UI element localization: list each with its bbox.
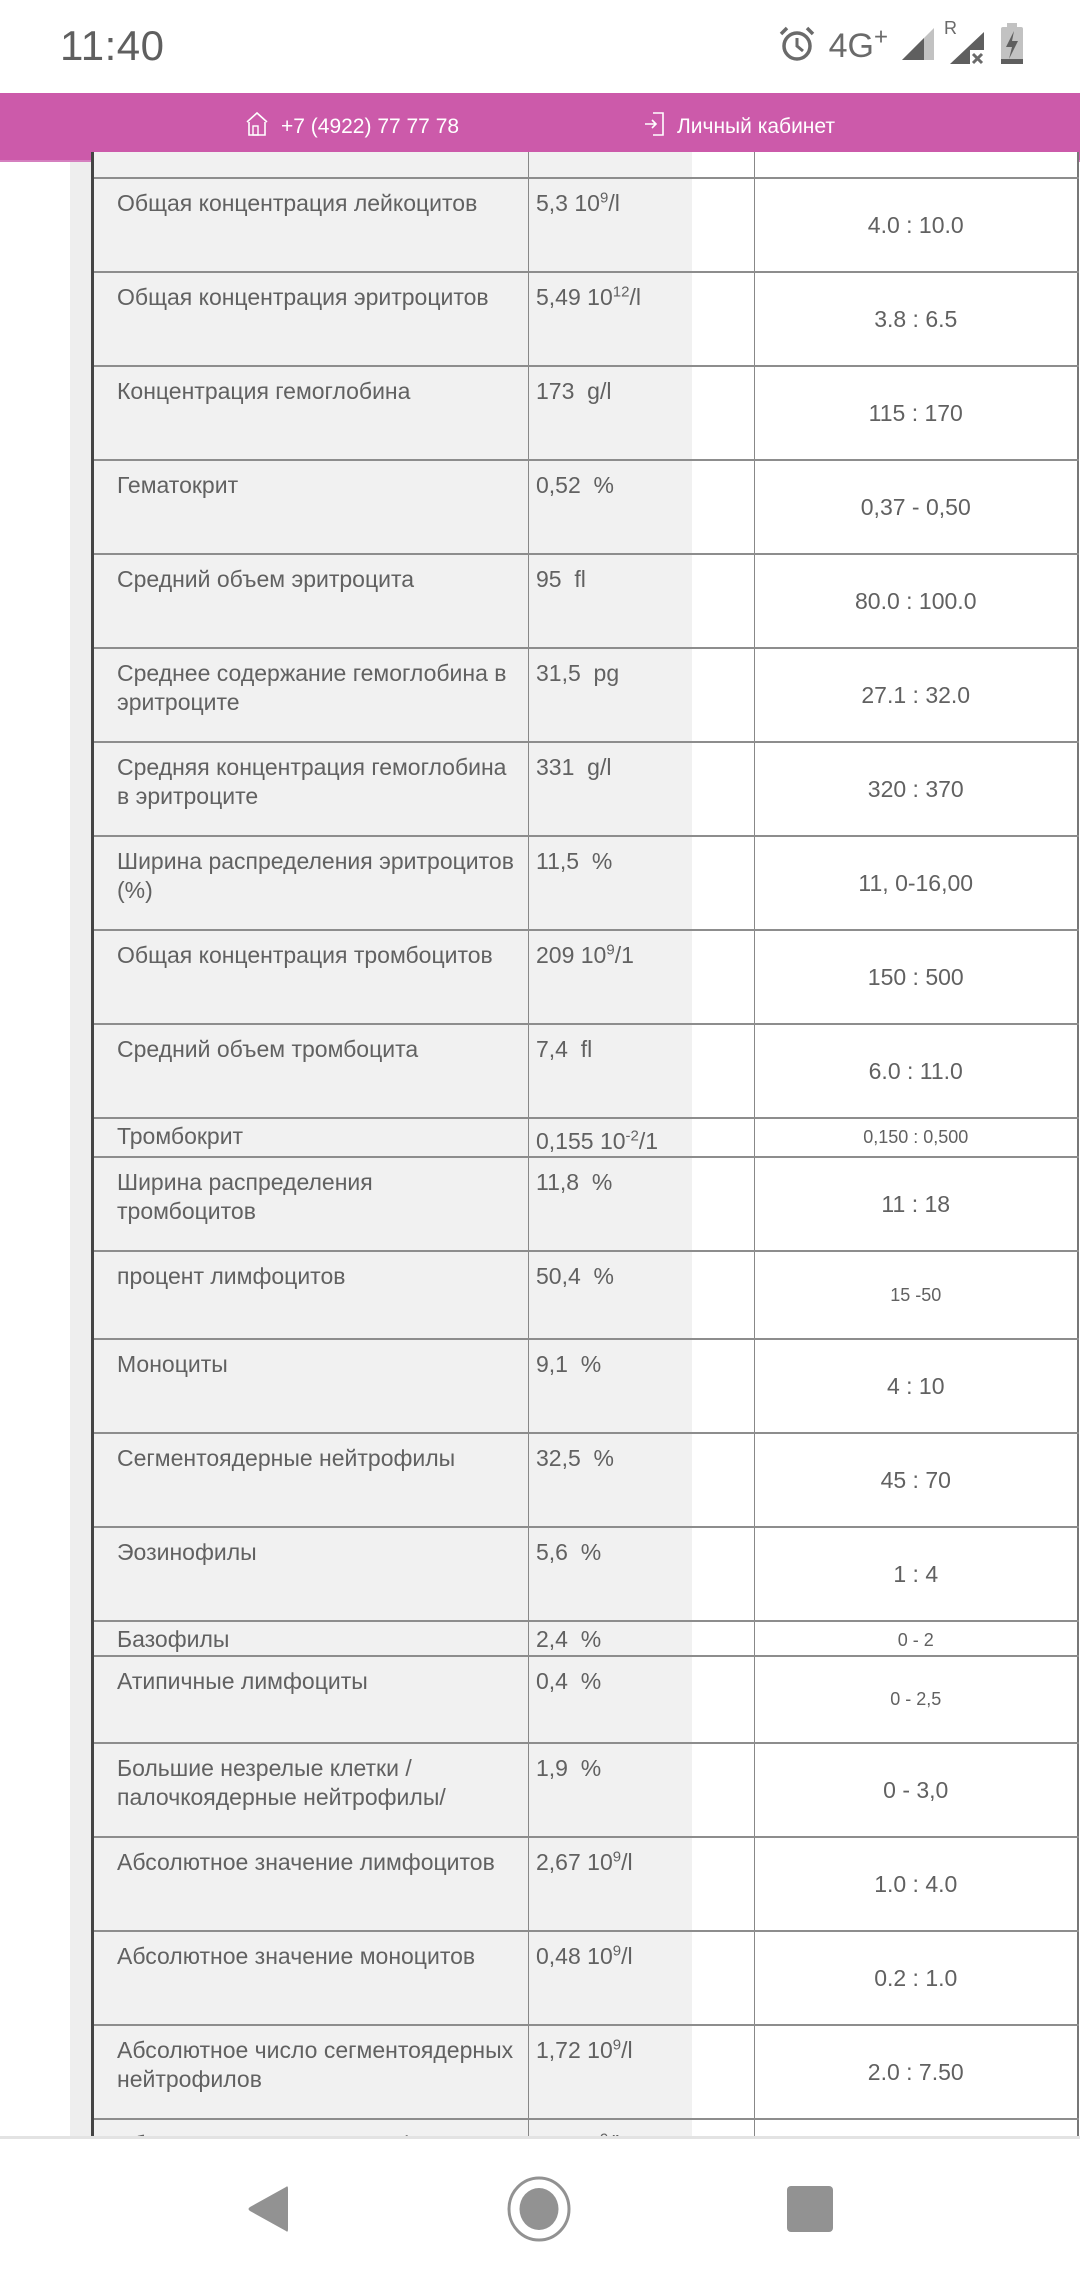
result-value: 2,4 [536,1626,568,1652]
table-row [93,1837,1079,1931]
result-value: 11,5 [536,848,580,874]
spacer-cell [692,1024,755,1118]
test-name: Общая концентрация эритроцитов [93,272,529,366]
spacer-cell [692,930,755,1024]
test-result [529,648,692,742]
result-unit: 10 [599,1128,626,1154]
spacer-cell [692,648,755,742]
navigation-bar [0,2136,1080,2283]
test-result [529,742,692,836]
result-value: 331 [536,754,575,780]
result-unit-tail: /l [629,284,641,310]
result-unit-tail: /1 [614,942,634,968]
test-name: процент лимфоцитов [93,1251,529,1339]
reference-range: 0 - 2,5 [754,1656,1078,1743]
result-unit-tail: /l [621,1943,633,1969]
spacer-cell [692,178,755,272]
personal-account-link[interactable] [643,93,835,160]
result-unit-tail: /l [608,190,620,216]
test-name: Абсолютное число сегментоядерных нейтрофилов [93,2025,529,2119]
test-name: Общая концентрация тромбоцитов [93,930,529,1024]
reference-range: 45 : 70 [754,1433,1078,1527]
result-value: 11,8 [536,1169,580,1195]
result-unit: % [591,848,613,874]
result-unit: g/l [587,754,612,780]
test-result [529,1118,692,1157]
reference-range: 11, 0-16,00 [754,836,1078,930]
table-row [93,2025,1079,2119]
table-row [93,742,1079,836]
table-row [93,460,1079,554]
reference-range: 0.2 : 1.0 [754,1931,1078,2025]
result-value: 5,3 [536,190,568,216]
spacer-cell [692,836,755,930]
signal-icon [900,26,936,67]
results-table-wrapper [91,152,1079,2214]
result-unit: fl [574,566,586,592]
result-unit: % [580,1539,602,1565]
reference-range: 0 - 2 [754,1621,1078,1656]
test-result [529,178,692,272]
recents-button[interactable] [770,2176,850,2246]
table-row [93,1931,1079,2025]
spacer-cell [692,1931,755,2025]
test-name: Общая концентрация лейкоцитов [93,178,529,272]
result-unit: fl [580,1036,593,1062]
reference-range: 0,37 - 0,50 [754,460,1078,554]
login-icon [643,111,665,143]
reference-range: 27.1 : 32.0 [754,648,1078,742]
spacer-cell [692,1118,755,1157]
test-result [529,1433,692,1527]
spacer-cell [692,1433,755,1527]
table-row [93,366,1079,460]
reference-range: 4 : 10 [754,1339,1078,1433]
roaming-signal-no-data-icon [944,18,992,68]
result-unit-exponent: -2 [625,1127,639,1145]
roaming-label: R [944,18,957,38]
test-name: Средний объем тромбоцита [93,1024,529,1118]
test-name: Средняя концентрация гемоглобина в эритроците [93,742,529,836]
test-name: Абсолютное значение лимфоцитов [93,1837,529,1931]
result-unit: % [580,1755,602,1781]
result-value: 0,52 [536,472,581,498]
result-unit: % [580,1668,602,1694]
reference-range: 3.8 : 6.5 [754,272,1078,366]
result-unit: 10 [587,2037,613,2063]
back-button[interactable] [228,2176,308,2246]
spacer-cell [692,460,755,554]
reference-range: 2.0 : 7.50 [754,2025,1078,2119]
table-row [93,1157,1079,1251]
status-time: 11:40 [60,22,165,69]
test-result [529,1527,692,1621]
reference-range: 150 : 500 [754,930,1078,1024]
test-result [529,836,692,930]
table-row [93,1024,1079,1118]
recents-icon [787,2185,833,2238]
result-unit-exponent: 9 [606,941,615,959]
status-bar [0,0,1080,93]
spacer-cell [692,1837,755,1931]
reference-range: 11 : 18 [754,1157,1078,1251]
test-result [529,460,692,554]
test-result [529,2025,692,2119]
table-row [93,1433,1079,1527]
alarm-icon [777,24,817,69]
reference-range: 80.0 : 100.0 [754,554,1078,648]
result-unit-tail: /1 [638,1128,659,1154]
result-value: 31,5 [536,660,581,686]
spacer-cell [692,366,755,460]
test-name: Тромбокрит [93,1118,529,1157]
result-unit: 10 [587,1943,613,1969]
test-name: Большие незрелые клетки / палочкоядерные нейтрофилы/ [93,1743,529,1837]
test-result [529,272,692,366]
phone-number: +7 (4922) 77 77 78 [281,114,460,138]
result-value: 7,4 [536,1036,568,1062]
reference-range: 6.0 : 11.0 [754,1024,1078,1118]
test-name: Средний объем эритроцита [93,554,529,648]
spacer-cell [692,1656,755,1743]
result-unit-exponent: 9 [599,189,609,207]
test-name: Абсолютное значение моноцитов [93,1931,529,2025]
result-value: 50,4 [536,1263,581,1289]
result-value: 2,67 [536,1849,581,1875]
test-name: Среднее содержание гемоглобина в эритроците [93,648,529,742]
table-row [93,1118,1079,1157]
test-name: Атипичные лимфоциты [93,1656,529,1743]
result-unit: 10 [587,284,613,310]
spacer-cell [692,152,755,178]
result-value: 1,72 [536,2037,581,2063]
home-icon [245,111,269,143]
4g-plus-icon [828,23,888,66]
test-result [529,152,692,178]
table-row [93,1251,1079,1339]
table-row [93,152,1079,178]
network-type-label: 4G [828,26,874,65]
test-result [529,1621,692,1656]
result-unit-exponent: 9 [612,1942,622,1960]
test-name: Гематокрит [93,460,529,554]
result-value: 0,4 [536,1668,568,1694]
spacer-cell [692,2025,755,2119]
result-value: 209 [536,942,575,968]
result-unit-exponent: 9 [612,1848,622,1866]
spacer-cell [692,1339,755,1433]
spacer-cell [692,272,755,366]
phone-link[interactable] [245,93,459,160]
reference-range: 0 - 3,0 [754,1743,1078,1837]
test-result [529,366,692,460]
left-gutter [70,162,92,2136]
result-unit: 10 [574,190,600,216]
battery-charging-icon [1000,23,1024,70]
result-unit: % [591,1169,613,1195]
reference-range: 4.0 : 10.0 [754,178,1078,272]
test-name: Сегментоядерные нейтрофилы [93,1433,529,1527]
reference-range: 15 -50 [754,1251,1078,1339]
personal-account-label: Личный кабинет [677,114,835,138]
spacer-cell [692,1251,755,1339]
result-value: 0,48 [536,1943,581,1969]
spacer-cell [692,1527,755,1621]
test-name: Эозинофилы [93,1527,529,1621]
result-value: 1,9 [536,1755,568,1781]
reference-range: 320 : 370 [754,742,1078,836]
results-table [91,152,1079,2214]
test-name: Концентрация гемоглобина [93,366,529,460]
result-value: 5,49 [536,284,581,310]
result-value: 95 [536,566,562,592]
network-plus-label: + [873,23,888,51]
table-row [93,930,1079,1024]
table-row [93,1621,1079,1656]
result-unit: % [593,472,614,498]
result-unit: pg [593,660,620,686]
table-row [93,1339,1079,1433]
result-value: 9,1 [536,1351,568,1377]
result-unit: g/l [587,378,612,404]
test-result [529,1024,692,1118]
table-row [93,554,1079,648]
table-row [93,178,1079,272]
result-value: 5,6 [536,1539,568,1565]
result-unit: % [593,1445,614,1471]
result-value: 0,155 [536,1128,594,1154]
status-icons [777,18,1024,70]
reference-range: 0,150 : 0,500 [754,1118,1078,1157]
test-result [529,1251,692,1339]
reference-range: 115 : 170 [754,366,1078,460]
result-value: 173 [536,378,575,404]
table-row [93,648,1079,742]
test-name: Моноциты [93,1339,529,1433]
table-row [93,1743,1079,1837]
test-result [529,1837,692,1931]
test-result [529,1339,692,1433]
home-button[interactable] [499,2176,579,2246]
table-row [93,1656,1079,1743]
home-circle-icon [506,2175,572,2248]
test-result [529,1157,692,1251]
back-icon [246,2183,290,2240]
reference-range [754,152,1078,178]
result-unit-tail: /l [621,2037,633,2063]
spacer-cell [692,1743,755,1837]
spacer-cell [692,742,755,836]
reference-range: 1 : 4 [754,1527,1078,1621]
table-row [93,272,1079,366]
test-result [529,1656,692,1743]
test-result [529,1743,692,1837]
reference-range: 1.0 : 4.0 [754,1837,1078,1931]
result-unit-tail: /l [621,1849,633,1875]
result-unit: 10 [580,942,607,968]
test-result [529,554,692,648]
test-name: Ширина распределения тромбоцитов [93,1157,529,1251]
result-unit: % [580,1351,602,1377]
test-name: Базофилы [93,1621,529,1656]
result-unit: % [593,1263,614,1289]
result-value: 32,5 [536,1445,581,1471]
spacer-cell [692,1157,755,1251]
test-result [529,930,692,1024]
spacer-cell [692,1621,755,1656]
table-row [93,1527,1079,1621]
spacer-cell [692,554,755,648]
test-name [93,152,529,178]
result-unit: 10 [587,1849,613,1875]
test-result [529,1931,692,2025]
result-unit-exponent: 12 [612,283,630,301]
result-unit: % [580,1626,602,1652]
test-name: Ширина распределения эритроцитов (%) [93,836,529,930]
result-unit-exponent: 9 [612,2036,622,2054]
table-row [93,836,1079,930]
page-content[interactable] [0,162,1080,2136]
